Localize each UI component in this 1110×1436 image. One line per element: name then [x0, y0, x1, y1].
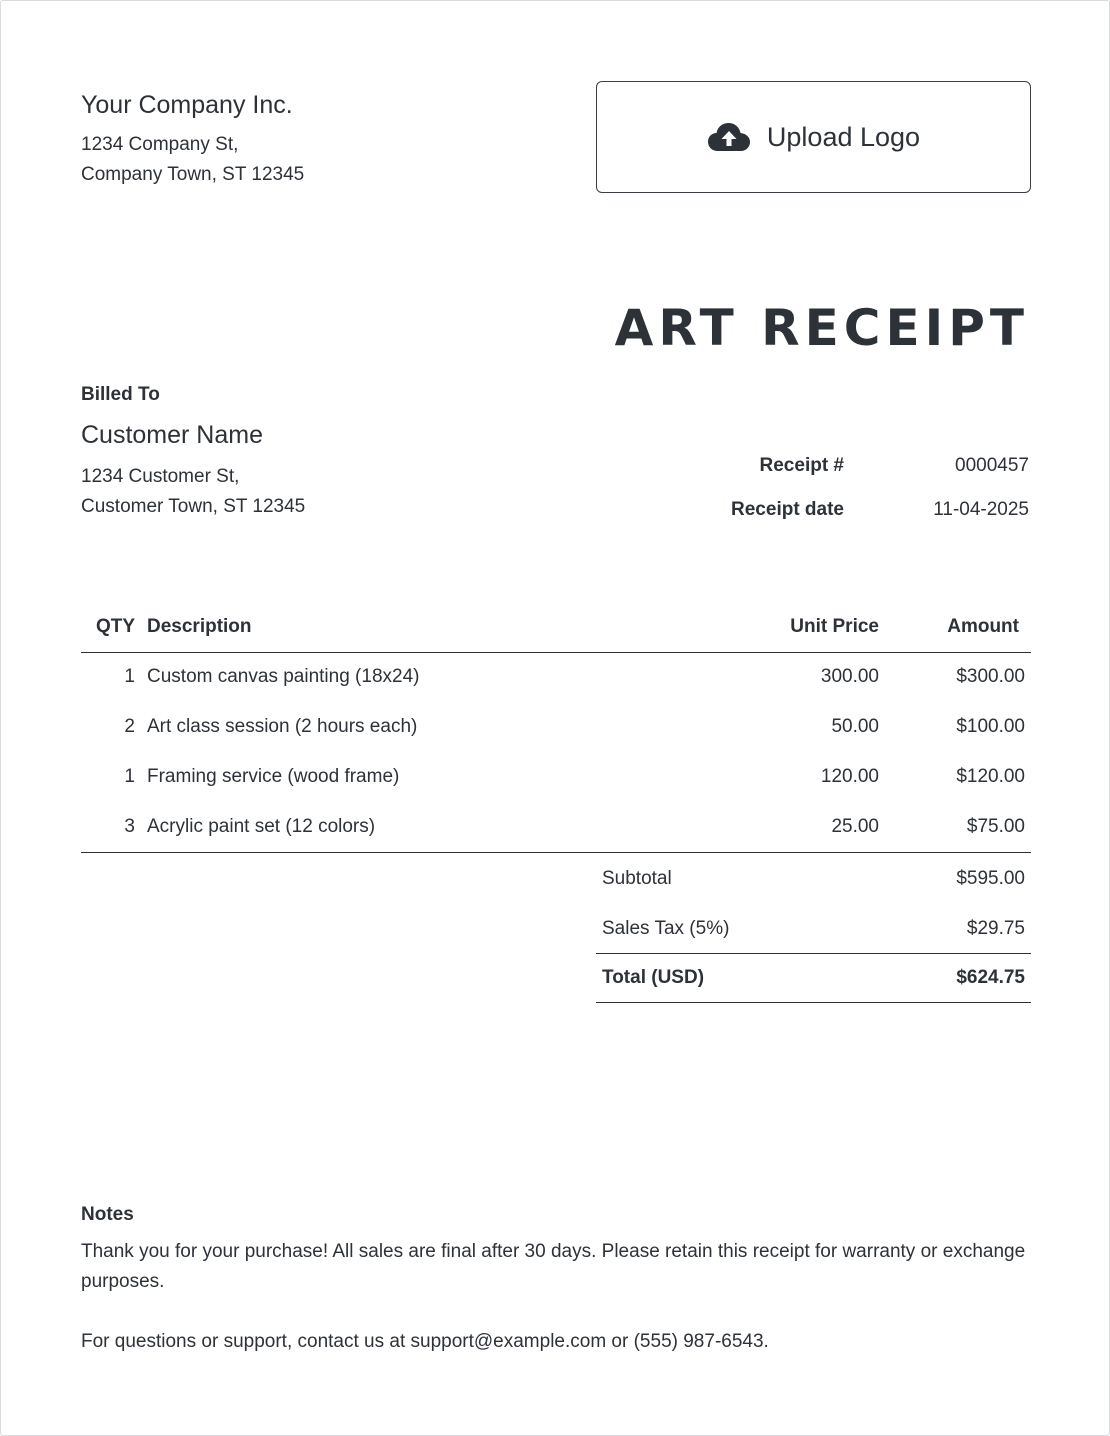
row-unit-price[interactable]: 120.00 — [820, 766, 879, 787]
receipt-number-label: Receipt # — [759, 455, 844, 476]
subtotal-label: Subtotal — [602, 868, 672, 889]
billed-to-label: Billed To — [81, 384, 160, 405]
description-header: Description — [147, 616, 252, 638]
customer-address-line2[interactable]: Customer Town, ST 12345 — [81, 496, 306, 517]
receipt-date-label: Receipt date — [731, 499, 844, 520]
line-items-table — [81, 603, 1031, 853]
total-value: $624.75 — [956, 967, 1025, 988]
company-address-line2[interactable]: Company Town, ST 12345 — [81, 164, 305, 185]
qty-header: QTY — [95, 616, 135, 638]
row-amount: $120.00 — [956, 766, 1025, 787]
total-label: Total (USD) — [602, 967, 705, 988]
subtotal-row — [596, 854, 1031, 904]
company-address-line1[interactable]: 1234 Company St, — [81, 134, 239, 155]
row-amount: $100.00 — [956, 716, 1025, 737]
sales-tax-row — [596, 904, 1031, 954]
row-qty[interactable]: 1 — [124, 766, 135, 787]
total-row — [596, 954, 1031, 1003]
customer-name[interactable]: Customer Name — [81, 421, 263, 449]
upload-logo-button[interactable] — [596, 81, 1031, 193]
document-title[interactable]: ART RECEIPT — [614, 299, 1029, 357]
row-unit-price[interactable]: 25.00 — [831, 815, 879, 837]
table-row — [81, 752, 1031, 802]
upload-logo-label: Upload Logo — [766, 121, 921, 152]
receipt-date-value[interactable]: 11-04-2025 — [933, 499, 1029, 520]
row-amount: $75.00 — [966, 815, 1025, 837]
row-description[interactable]: Art class session (2 hours each) — [147, 716, 418, 737]
row-amount: $300.00 — [956, 666, 1025, 688]
subtotal-value: $595.00 — [956, 868, 1025, 889]
table-row — [81, 702, 1031, 752]
table-row — [81, 802, 1031, 852]
row-description[interactable]: Acrylic paint set (12 colors) — [147, 815, 376, 837]
row-qty[interactable]: 1 — [124, 666, 135, 688]
company-name[interactable]: Your Company Inc. — [81, 91, 293, 119]
receipt-number-value[interactable]: 0000457 — [955, 455, 1029, 476]
notes-text[interactable]: Thank you for your purchase! All sales are final after 30 days. Please retain this receipt for warranty or exchange purposes. — [81, 1241, 1026, 1292]
row-qty[interactable]: 2 — [124, 716, 135, 737]
row-unit-price[interactable]: 50.00 — [831, 716, 879, 737]
table-row — [81, 652, 1031, 702]
table-header-row — [81, 603, 1031, 652]
sales-tax-label[interactable]: Sales Tax (5%) — [602, 917, 730, 939]
row-description[interactable]: Custom canvas painting (18x24) — [147, 666, 420, 688]
sales-tax-value: $29.75 — [966, 917, 1025, 939]
customer-address-line1[interactable]: 1234 Customer St, — [81, 466, 240, 487]
contact-text[interactable]: For questions or support, contact us at support@example.com or (555) 987-6543. — [81, 1331, 769, 1352]
row-qty[interactable]: 3 — [124, 815, 135, 837]
row-description[interactable]: Framing service (wood frame) — [147, 766, 400, 787]
cloud-upload-icon — [707, 122, 751, 152]
amount-header: Amount — [947, 616, 1019, 638]
notes-label: Notes — [81, 1204, 134, 1225]
unit-price-header: Unit Price — [790, 616, 879, 638]
totals-section — [596, 854, 1031, 1003]
row-unit-price[interactable]: 300.00 — [820, 666, 879, 688]
